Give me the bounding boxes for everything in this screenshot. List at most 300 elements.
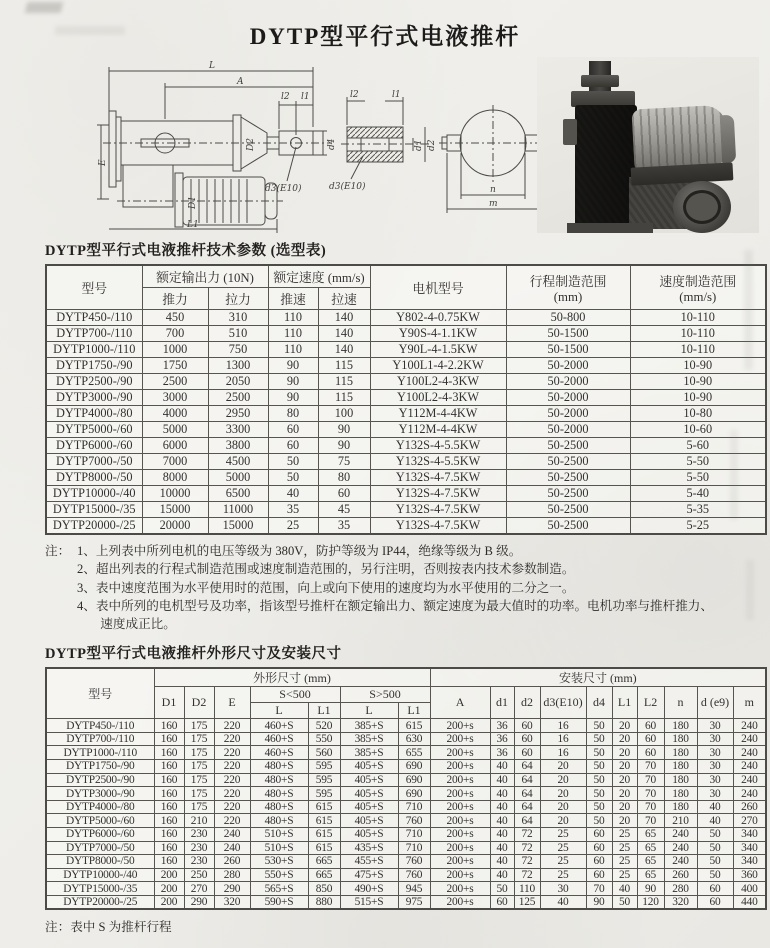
value-cell: 160: [154, 732, 184, 746]
value-cell: 10-110: [630, 326, 766, 342]
value-cell: 5-60: [630, 438, 766, 454]
value-cell: 200+s: [430, 841, 490, 855]
value-cell: 280: [664, 882, 697, 896]
value-cell: 50-1500: [506, 326, 630, 342]
actuator-flange-rim: [683, 190, 721, 224]
value-cell: 5-35: [630, 502, 766, 518]
value-cell: 20: [612, 814, 637, 828]
value-cell: 440: [733, 895, 766, 909]
value-cell: 975: [398, 895, 430, 909]
note-line: [45, 560, 719, 578]
value-cell: 110: [514, 882, 540, 896]
model-cell: DYTP20000-/25: [46, 895, 154, 909]
col-d-e9: d (e9): [697, 687, 733, 719]
speed-range-line1: 速度制造范围: [659, 274, 737, 289]
model-cell: DYTP2500-/90: [46, 374, 142, 390]
dim-label-L: L: [209, 61, 215, 71]
model-cell: DYTP1000-/110: [46, 342, 142, 358]
value-cell: 40: [697, 800, 733, 814]
value-cell: 20: [540, 760, 586, 774]
value-cell: 10000: [142, 486, 208, 502]
table-row: [46, 438, 766, 454]
model-cell: DYTP450-/110: [46, 310, 142, 326]
value-cell: 200+s: [430, 800, 490, 814]
value-cell: 40: [490, 855, 514, 869]
value-cell: 320: [214, 895, 250, 909]
value-cell: 15000: [142, 502, 208, 518]
value-cell: 460+S: [250, 719, 308, 733]
col-push-speed: 推速: [268, 288, 318, 310]
value-cell: 160: [154, 814, 184, 828]
value-cell: 25: [612, 841, 637, 855]
model-cell: DYTP1000-/110: [46, 746, 154, 760]
value-cell: 7000: [142, 454, 208, 470]
model-cell: DYTP20000-/25: [46, 518, 142, 535]
value-cell: 175: [184, 732, 214, 746]
value-cell: 615: [308, 814, 340, 828]
note-item: 3、表中速度范围为水平使用时的范围，向上或向下使用的速度均为水平使用的二分之一。: [77, 580, 575, 595]
value-cell: 25: [268, 518, 318, 535]
table-row: [46, 374, 766, 390]
value-cell: Y100L2-4-3KW: [370, 390, 506, 406]
value-cell: 70: [637, 800, 664, 814]
col-L1-lt: L1: [308, 703, 340, 719]
detail-label-l2: l2: [350, 90, 359, 100]
value-cell: 100: [318, 406, 370, 422]
value-cell: 50-2000: [506, 358, 630, 374]
col-model: 型号: [46, 265, 142, 310]
spec-table-header: [46, 265, 766, 310]
table-row: [46, 828, 766, 842]
value-cell: 400: [733, 882, 766, 896]
dim-label-l1: l1: [301, 92, 310, 102]
note-line: [45, 579, 719, 597]
value-cell: 5-25: [630, 518, 766, 535]
table-row: [46, 868, 766, 882]
value-cell: 630: [398, 732, 430, 746]
model-cell: DYTP1750-/90: [46, 358, 142, 374]
value-cell: 405+S: [340, 787, 398, 801]
value-cell: 72: [514, 841, 540, 855]
dimension-table-caption: DYTP型平行式电液推杆外形尺寸及安装尺寸: [45, 646, 342, 663]
value-cell: 10-60: [630, 422, 766, 438]
value-cell: 310: [208, 310, 268, 326]
value-cell: 20: [540, 773, 586, 787]
value-cell: 480+S: [250, 800, 308, 814]
value-cell: 140: [318, 342, 370, 358]
value-cell: 64: [514, 787, 540, 801]
value-cell: 560: [308, 746, 340, 760]
value-cell: 115: [318, 358, 370, 374]
value-cell: 35: [268, 502, 318, 518]
value-cell: 220: [214, 787, 250, 801]
table-row: [46, 502, 766, 518]
col-stroke-range: [506, 265, 630, 310]
value-cell: 200+s: [430, 732, 490, 746]
dim-label-D1: D1: [188, 196, 198, 209]
value-cell: 72: [514, 868, 540, 882]
value-cell: 20: [612, 746, 637, 760]
value-cell: 160: [154, 760, 184, 774]
dimension-table: [45, 667, 767, 910]
model-cell: DYTP2500-/90: [46, 773, 154, 787]
value-cell: 200+s: [430, 855, 490, 869]
dimension-table-header: [46, 668, 766, 719]
value-cell: 60: [514, 746, 540, 760]
value-cell: 115: [318, 374, 370, 390]
value-cell: 50: [697, 841, 733, 855]
table-row: [46, 422, 766, 438]
dim-label-d3: d3(E10): [265, 184, 302, 194]
value-cell: 175: [184, 719, 214, 733]
technical-drawing-icon: [95, 59, 550, 233]
value-cell: 160: [154, 800, 184, 814]
value-cell: 180: [664, 746, 697, 760]
value-cell: 20000: [142, 518, 208, 535]
value-cell: 405+S: [340, 800, 398, 814]
value-cell: Y132S-4-7.5KW: [370, 486, 506, 502]
value-cell: 180: [664, 732, 697, 746]
value-cell: 480+S: [250, 773, 308, 787]
value-cell: 50: [697, 828, 733, 842]
value-cell: 200+s: [430, 719, 490, 733]
model-cell: DYTP6000-/60: [46, 828, 154, 842]
value-cell: 45: [318, 502, 370, 518]
value-cell: 10-90: [630, 374, 766, 390]
col-L-lt: L: [250, 703, 308, 719]
value-cell: 450: [142, 310, 208, 326]
value-cell: 50-2000: [506, 390, 630, 406]
table-row: [46, 760, 766, 774]
value-cell: 690: [398, 773, 430, 787]
value-cell: 60: [514, 732, 540, 746]
value-cell: Y132S-4-7.5KW: [370, 470, 506, 486]
value-cell: 530+S: [250, 855, 308, 869]
value-cell: Y132S-4-7.5KW: [370, 502, 506, 518]
value-cell: 220: [214, 760, 250, 774]
value-cell: 40: [697, 814, 733, 828]
value-cell: 16: [540, 732, 586, 746]
value-cell: 50: [697, 855, 733, 869]
model-cell: DYTP10000-/40: [46, 868, 154, 882]
value-cell: 175: [184, 760, 214, 774]
value-cell: 200: [154, 895, 184, 909]
value-cell: 60: [586, 828, 612, 842]
value-cell: 615: [308, 800, 340, 814]
value-cell: 750: [208, 342, 268, 358]
value-cell: 880: [308, 895, 340, 909]
value-cell: 64: [514, 773, 540, 787]
value-cell: 710: [398, 841, 430, 855]
table-row: [46, 800, 766, 814]
value-cell: 20: [540, 814, 586, 828]
value-cell: 320: [664, 895, 697, 909]
value-cell: 40: [490, 787, 514, 801]
actuator-rod-nut: [581, 75, 619, 87]
dim-label-D2: D2: [246, 138, 256, 151]
value-cell: 60: [490, 895, 514, 909]
actuator-mounting-lug: [563, 119, 577, 145]
value-cell: 50: [612, 895, 637, 909]
value-cell: 50-2500: [506, 518, 630, 535]
table-row: [46, 814, 766, 828]
value-cell: 35: [318, 518, 370, 535]
col-pull-force: 拉力: [208, 288, 268, 310]
value-cell: 1300: [208, 358, 268, 374]
value-cell: 200: [154, 868, 184, 882]
value-cell: 90: [318, 438, 370, 454]
spec-table: [45, 264, 767, 535]
value-cell: 30: [540, 882, 586, 896]
value-cell: 475+S: [340, 868, 398, 882]
value-cell: 405+S: [340, 828, 398, 842]
table-row: [46, 719, 766, 733]
value-cell: 240: [214, 828, 250, 842]
col-L-gt: L: [340, 703, 398, 719]
value-cell: 480+S: [250, 760, 308, 774]
col-model: 型号: [46, 668, 154, 719]
value-cell: 405+S: [340, 773, 398, 787]
dim-label-A: A: [237, 77, 244, 87]
value-cell: 280: [214, 868, 250, 882]
value-cell: 50-2500: [506, 454, 630, 470]
value-cell: 10-90: [630, 358, 766, 374]
group-s-gt-500: S>500: [340, 687, 430, 703]
value-cell: 700: [142, 326, 208, 342]
col-L1-gt: L1: [398, 703, 430, 719]
value-cell: 20: [612, 732, 637, 746]
note-item: 4、表中所列的电机型号及功率，指该型号推杆在额定输出力、额定速度为最大值时的功率。电机功率与推杆推力、速度成正比。: [77, 598, 713, 631]
value-cell: 260: [664, 868, 697, 882]
value-cell: 65: [637, 855, 664, 869]
value-cell: 200+s: [430, 895, 490, 909]
value-cell: 385+S: [340, 746, 398, 760]
speed-range-line2: (mm/s): [679, 289, 717, 304]
value-cell: 240: [664, 855, 697, 869]
value-cell: 595: [308, 773, 340, 787]
value-cell: 40: [490, 773, 514, 787]
value-cell: 115: [318, 390, 370, 406]
col-L2: L2: [637, 687, 664, 719]
value-cell: 90: [268, 374, 318, 390]
value-cell: 25: [612, 855, 637, 869]
value-cell: 40: [490, 828, 514, 842]
value-cell: 1750: [142, 358, 208, 374]
value-cell: 665: [308, 855, 340, 869]
value-cell: 40: [268, 486, 318, 502]
model-cell: DYTP8000-/50: [46, 855, 154, 869]
value-cell: 175: [184, 746, 214, 760]
value-cell: 655: [398, 746, 430, 760]
value-cell: 160: [154, 855, 184, 869]
dim-label-L1: L1: [187, 220, 199, 230]
table-row: [46, 406, 766, 422]
value-cell: 110: [268, 342, 318, 358]
spec-table-caption: DYTP型平行式电液推杆技术参数 (选型表): [45, 243, 327, 259]
value-cell: 405+S: [340, 814, 398, 828]
model-cell: DYTP8000-/50: [46, 470, 142, 486]
model-cell: DYTP7000-/50: [46, 454, 142, 470]
value-cell: 50: [586, 746, 612, 760]
col-d4: d4: [586, 687, 612, 719]
value-cell: 50: [586, 773, 612, 787]
value-cell: 385+S: [340, 732, 398, 746]
value-cell: 25: [540, 855, 586, 869]
model-cell: DYTP3000-/90: [46, 390, 142, 406]
dim-label-d4: d4: [327, 138, 337, 150]
value-cell: 250: [184, 868, 214, 882]
col-rated-speed: 额定速度 (mm/s): [268, 265, 370, 288]
note-prefix: 注：: [45, 544, 71, 558]
value-cell: 30: [697, 746, 733, 760]
table-row: [46, 895, 766, 909]
value-cell: 120: [637, 895, 664, 909]
value-cell: 25: [540, 868, 586, 882]
value-cell: Y90S-4-1.1KW: [370, 326, 506, 342]
value-cell: 90: [586, 895, 612, 909]
value-cell: 240: [733, 787, 766, 801]
value-cell: 460+S: [250, 732, 308, 746]
dim-label-l2: l2: [281, 92, 290, 102]
value-cell: 240: [733, 760, 766, 774]
value-cell: Y132S-4-7.5KW: [370, 518, 506, 535]
table-row: [46, 326, 766, 342]
model-cell: DYTP4000-/80: [46, 406, 142, 422]
value-cell: 50: [586, 787, 612, 801]
value-cell: 2500: [142, 374, 208, 390]
value-cell: 60: [586, 841, 612, 855]
value-cell: 6500: [208, 486, 268, 502]
value-cell: 30: [697, 787, 733, 801]
value-cell: 220: [214, 773, 250, 787]
col-speed-range: [630, 265, 766, 310]
group-outline-dims: 外形尺寸 (mm): [154, 668, 430, 687]
value-cell: 270: [733, 814, 766, 828]
value-cell: 160: [154, 828, 184, 842]
value-cell: 36: [490, 746, 514, 760]
end-label-m: m: [489, 199, 498, 209]
value-cell: 760: [398, 868, 430, 882]
value-cell: 11000: [208, 502, 268, 518]
table-row: [46, 470, 766, 486]
value-cell: 340: [733, 841, 766, 855]
col-D2: D2: [184, 687, 214, 719]
value-cell: 110: [268, 326, 318, 342]
table-row: [46, 358, 766, 374]
value-cell: 180: [664, 773, 697, 787]
value-cell: 50-2000: [506, 422, 630, 438]
value-cell: 210: [184, 814, 214, 828]
col-E: E: [214, 687, 250, 719]
stroke-range-line2: (mm): [553, 289, 583, 304]
model-cell: DYTP700-/110: [46, 732, 154, 746]
value-cell: 10-110: [630, 310, 766, 326]
value-cell: 25: [612, 868, 637, 882]
value-cell: Y100L2-4-3KW: [370, 374, 506, 390]
value-cell: 75: [318, 454, 370, 470]
value-cell: 460+S: [250, 746, 308, 760]
value-cell: 65: [637, 841, 664, 855]
value-cell: 595: [308, 760, 340, 774]
value-cell: 36: [490, 732, 514, 746]
value-cell: 30: [697, 732, 733, 746]
col-pull-speed: 拉速: [318, 288, 370, 310]
value-cell: 160: [154, 787, 184, 801]
value-cell: 4500: [208, 454, 268, 470]
value-cell: 180: [664, 800, 697, 814]
value-cell: 5-50: [630, 454, 766, 470]
value-cell: 665: [308, 868, 340, 882]
value-cell: Y112M-4-4KW: [370, 406, 506, 422]
value-cell: 510+S: [250, 828, 308, 842]
col-d1: d1: [490, 687, 514, 719]
value-cell: 200+s: [430, 814, 490, 828]
value-cell: 6000: [142, 438, 208, 454]
actuator-band: [631, 162, 734, 185]
col-d3: d3(E10): [540, 687, 586, 719]
value-cell: 340: [733, 855, 766, 869]
value-cell: 70: [586, 882, 612, 896]
value-cell: 690: [398, 760, 430, 774]
value-cell: 10-110: [630, 342, 766, 358]
value-cell: Y802-4-0.75KW: [370, 310, 506, 326]
value-cell: 850: [308, 882, 340, 896]
table-row: [46, 390, 766, 406]
value-cell: 20: [612, 773, 637, 787]
value-cell: 200+s: [430, 773, 490, 787]
value-cell: 3300: [208, 422, 268, 438]
value-cell: 220: [214, 732, 250, 746]
value-cell: 385+S: [340, 719, 398, 733]
value-cell: 70: [637, 773, 664, 787]
value-cell: 240: [733, 719, 766, 733]
table-row: [46, 486, 766, 502]
value-cell: 360: [733, 868, 766, 882]
value-cell: 160: [154, 719, 184, 733]
value-cell: 10-90: [630, 390, 766, 406]
detail-label-d3: d3(E10): [329, 182, 366, 192]
table-row: [46, 518, 766, 535]
value-cell: 50-2500: [506, 438, 630, 454]
value-cell: 40: [612, 882, 637, 896]
scan-artifact: [25, 2, 63, 13]
value-cell: 50-2000: [506, 406, 630, 422]
value-cell: 710: [398, 800, 430, 814]
value-cell: 50-2500: [506, 502, 630, 518]
value-cell: 200+s: [430, 746, 490, 760]
value-cell: 65: [637, 828, 664, 842]
figure-row: [45, 59, 765, 233]
note-item: 2、超出列表的行程式制造范围或速度制造范围的，另行注明，否则按表内技术参数制造。: [77, 562, 575, 577]
value-cell: 180: [664, 760, 697, 774]
table-row: [46, 787, 766, 801]
value-cell: 175: [184, 787, 214, 801]
value-cell: 40: [490, 760, 514, 774]
value-cell: 710: [398, 828, 430, 842]
value-cell: 60: [318, 486, 370, 502]
value-cell: 50: [586, 732, 612, 746]
actuator-body: [575, 105, 637, 227]
product-photo: [537, 57, 759, 233]
value-cell: 230: [184, 841, 214, 855]
value-cell: 180: [664, 787, 697, 801]
value-cell: 50: [697, 868, 733, 882]
value-cell: 240: [664, 841, 697, 855]
value-cell: 110: [268, 310, 318, 326]
value-cell: 60: [637, 746, 664, 760]
stroke-range-line1: 行程制造范围: [529, 274, 607, 289]
value-cell: 50: [268, 470, 318, 486]
